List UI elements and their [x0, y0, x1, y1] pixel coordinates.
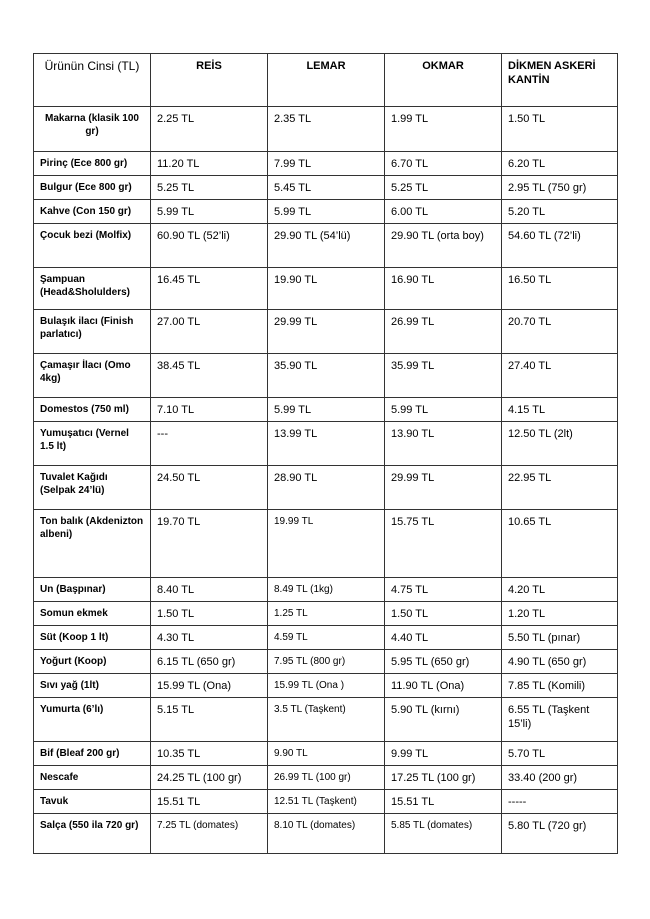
price-cell: 12.51 TL (Taşkent) [268, 790, 385, 814]
price-cell: 27.40 TL [502, 354, 618, 398]
price-cell: 29.90 TL (orta boy) [385, 224, 502, 268]
price-cell: 24.25 TL (100 gr) [151, 766, 268, 790]
table-row [34, 790, 618, 814]
price-cell: 35.90 TL [268, 354, 385, 398]
table-row [34, 602, 618, 626]
price-cell: 4.59 TL [268, 626, 385, 650]
product-name: Süt (Koop 1 lt) [34, 626, 151, 650]
header-okmar: OKMAR [385, 54, 502, 107]
product-name: Çocuk bezi (Molfix) [34, 224, 151, 268]
price-cell: 2.95 TL (750 gr) [502, 176, 618, 200]
price-cell: 5.20 TL [502, 200, 618, 224]
product-name: Bif (Bleaf 200 gr) [34, 742, 151, 766]
product-name: Tavuk [34, 790, 151, 814]
product-name: Bulaşık ilacı (Finish parlatıcı) [34, 310, 151, 354]
price-cell: 26.99 TL [385, 310, 502, 354]
product-name: Tuvalet Kağıdı (Selpak 24’lü) [34, 466, 151, 510]
price-cell: 1.20 TL [502, 602, 618, 626]
table-row [34, 310, 618, 354]
price-cell: 4.15 TL [502, 398, 618, 422]
table-row [34, 814, 618, 854]
price-cell: 12.50 TL (2lt) [502, 422, 618, 466]
price-cell: 6.20 TL [502, 152, 618, 176]
table-row [34, 422, 618, 466]
header-product: Ürünün Cinsi (TL) [34, 54, 151, 107]
table-row [34, 650, 618, 674]
price-cell: 8.49 TL (1kg) [268, 578, 385, 602]
table-row [34, 107, 618, 152]
price-cell: 1.50 TL [502, 107, 618, 152]
table-row [34, 200, 618, 224]
price-cell: 11.90 TL (Ona) [385, 674, 502, 698]
header-dikmen: DİKMEN ASKERİ KANTİN [502, 54, 618, 107]
price-cell: 15.99 TL (Ona ) [268, 674, 385, 698]
price-cell: 7.10 TL [151, 398, 268, 422]
table-body [34, 107, 618, 854]
product-name: Kahve (Con 150 gr) [34, 200, 151, 224]
product-name: Makarna (klasik 100 gr) [34, 107, 151, 152]
price-cell: 15.75 TL [385, 510, 502, 578]
product-name: Sıvı yağ (1lt) [34, 674, 151, 698]
price-cell: 15.51 TL [151, 790, 268, 814]
price-cell: 16.90 TL [385, 268, 502, 310]
product-name: Yoğurt (Koop) [34, 650, 151, 674]
price-cell: 24.50 TL [151, 466, 268, 510]
price-cell: 9.90 TL [268, 742, 385, 766]
price-cell: 38.45 TL [151, 354, 268, 398]
price-cell: 5.45 TL [268, 176, 385, 200]
price-cell: 54.60 TL (72’li) [502, 224, 618, 268]
price-cell: 16.50 TL [502, 268, 618, 310]
product-name: Domestos (750 ml) [34, 398, 151, 422]
table-row [34, 268, 618, 310]
price-cell: 5.99 TL [268, 398, 385, 422]
price-cell: 7.25 TL (domates) [151, 814, 268, 854]
price-cell: 4.30 TL [151, 626, 268, 650]
price-cell: 5.85 TL (domates) [385, 814, 502, 854]
price-cell: 15.99 TL (Ona) [151, 674, 268, 698]
table-row [34, 466, 618, 510]
product-name: Un (Başpınar) [34, 578, 151, 602]
price-cell: 1.50 TL [385, 602, 502, 626]
price-cell: 6.00 TL [385, 200, 502, 224]
price-cell: 19.70 TL [151, 510, 268, 578]
price-comparison-table [33, 53, 618, 854]
table-row [34, 674, 618, 698]
table-row [34, 354, 618, 398]
price-cell: 11.20 TL [151, 152, 268, 176]
price-cell: 8.10 TL (domates) [268, 814, 385, 854]
price-cell: 9.99 TL [385, 742, 502, 766]
table-row [34, 224, 618, 268]
price-cell: 27.00 TL [151, 310, 268, 354]
price-cell: ----- [502, 790, 618, 814]
product-name: Nescafe [34, 766, 151, 790]
price-cell: 5.25 TL [385, 176, 502, 200]
product-name: Şampuan (Head&Sholulders) [34, 268, 151, 310]
product-name: Yumurta (6’lı) [34, 698, 151, 742]
price-cell: 8.40 TL [151, 578, 268, 602]
price-cell: 6.55 TL (Taşkent 15’li) [502, 698, 618, 742]
price-cell: 19.90 TL [268, 268, 385, 310]
price-cell: 22.95 TL [502, 466, 618, 510]
price-cell: 4.40 TL [385, 626, 502, 650]
price-cell: 33.40 (200 gr) [502, 766, 618, 790]
price-cell: 6.70 TL [385, 152, 502, 176]
price-cell: 13.99 TL [268, 422, 385, 466]
price-cell: 16.45 TL [151, 268, 268, 310]
table-row [34, 626, 618, 650]
price-cell: 6.15 TL (650 gr) [151, 650, 268, 674]
price-cell: 5.99 TL [268, 200, 385, 224]
price-cell: 1.25 TL [268, 602, 385, 626]
header-lemar: LEMAR [268, 54, 385, 107]
price-cell: 5.99 TL [385, 398, 502, 422]
price-cell: 7.95 TL (800 gr) [268, 650, 385, 674]
price-cell: 7.85 TL (Komili) [502, 674, 618, 698]
product-name: Pirinç (Ece 800 gr) [34, 152, 151, 176]
product-name: Yumuşatıcı (Vernel 1.5 lt) [34, 422, 151, 466]
price-cell: 5.15 TL [151, 698, 268, 742]
table-row [34, 766, 618, 790]
product-name: Somun ekmek [34, 602, 151, 626]
price-cell: 26.99 TL (100 gr) [268, 766, 385, 790]
product-name: Ton balık (Akdenizton albeni) [34, 510, 151, 578]
price-cell: 2.35 TL [268, 107, 385, 152]
price-cell: 5.70 TL [502, 742, 618, 766]
price-cell: 5.95 TL (650 gr) [385, 650, 502, 674]
price-cell: 29.99 TL [268, 310, 385, 354]
price-cell: 17.25 TL (100 gr) [385, 766, 502, 790]
price-cell: 5.90 TL (kırnı) [385, 698, 502, 742]
header-row [34, 54, 618, 107]
table-row [34, 510, 618, 578]
price-cell: 3.5 TL (Taşkent) [268, 698, 385, 742]
price-cell: 5.50 TL (pınar) [502, 626, 618, 650]
table-row [34, 578, 618, 602]
price-cell: 1.99 TL [385, 107, 502, 152]
price-cell: 2.25 TL [151, 107, 268, 152]
product-name: Salça (550 ila 720 gr) [34, 814, 151, 854]
header-reis: REİS [151, 54, 268, 107]
price-cell: 5.99 TL [151, 200, 268, 224]
price-cell: 4.75 TL [385, 578, 502, 602]
price-cell: 20.70 TL [502, 310, 618, 354]
product-name: Bulgur (Ece 800 gr) [34, 176, 151, 200]
price-cell: 13.90 TL [385, 422, 502, 466]
table-row [34, 176, 618, 200]
price-cell: 10.35 TL [151, 742, 268, 766]
price-cell: 19.99 TL [268, 510, 385, 578]
price-cell: 5.80 TL (720 gr) [502, 814, 618, 854]
price-cell: 7.99 TL [268, 152, 385, 176]
price-cell: 15.51 TL [385, 790, 502, 814]
table-row [34, 698, 618, 742]
table-row [34, 742, 618, 766]
price-cell: --- [151, 422, 268, 466]
price-cell: 60.90 TL (52’li) [151, 224, 268, 268]
price-cell: 4.20 TL [502, 578, 618, 602]
table-row [34, 152, 618, 176]
price-cell: 1.50 TL [151, 602, 268, 626]
price-cell: 35.99 TL [385, 354, 502, 398]
price-cell: 29.99 TL [385, 466, 502, 510]
price-cell: 10.65 TL [502, 510, 618, 578]
product-name: Çamaşır İlacı (Omo 4kg) [34, 354, 151, 398]
price-cell: 5.25 TL [151, 176, 268, 200]
price-cell: 29.90 TL (54’lü) [268, 224, 385, 268]
table-row [34, 398, 618, 422]
price-cell: 28.90 TL [268, 466, 385, 510]
price-cell: 4.90 TL (650 gr) [502, 650, 618, 674]
